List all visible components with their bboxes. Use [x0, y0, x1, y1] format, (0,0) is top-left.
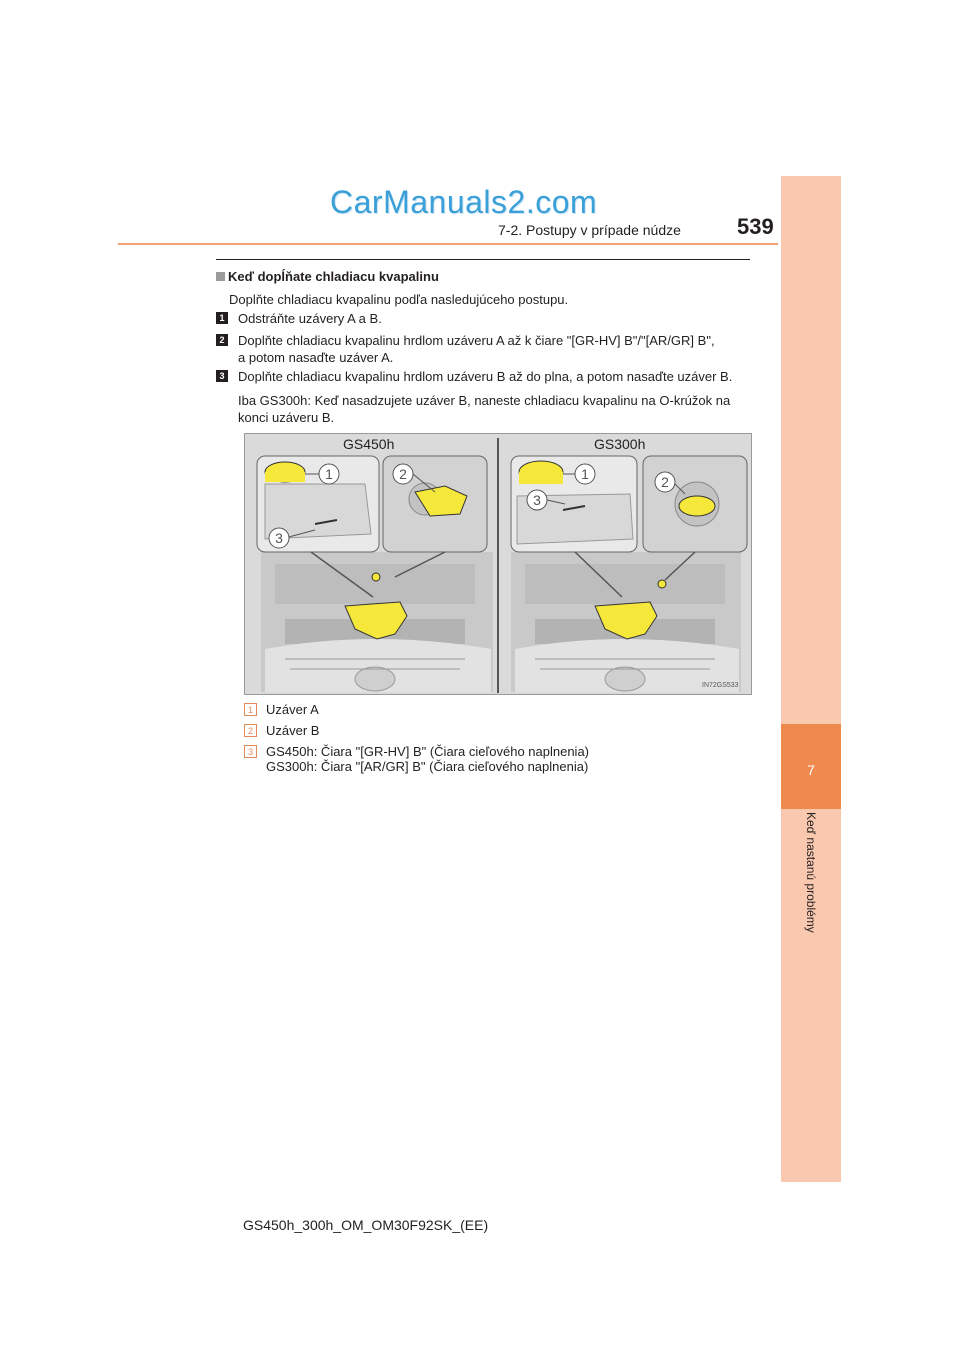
callout-2-right-label: 2 [661, 474, 669, 490]
figure-code: IN72GS533 [702, 682, 739, 689]
legend-line: GS450h: Čiara "[GR-HV] B" (Čiara cieľového naplnenia) [266, 744, 590, 759]
callout-3-right [527, 490, 547, 510]
document-code-footer: GS450h_300h_OM_OM30F92SK_(EE) [243, 1217, 489, 1233]
legend-number: 3 [244, 745, 257, 758]
watermark-link[interactable]: CarManuals2.com [330, 184, 598, 220]
callout-1-right-label: 1 [581, 466, 589, 482]
callout-2-left-label: 2 [399, 466, 407, 482]
intro-text: Doplňte chladiacu kvapalinu podľa nasledujúceho postupu. [229, 292, 569, 307]
callout-1-right [575, 464, 595, 484]
step-text [238, 310, 748, 327]
step-line: Doplňte chladiacu kvapalinu hrdlom uzáveru B až do plna, a potom nasaďte uzáver B. [238, 369, 733, 384]
step-line: Odstráňte uzávery A a B. [238, 311, 382, 326]
legend-item [266, 702, 319, 717]
note-line: Iba GS300h: Keď nasadzujete uzáver B, naneste chladiacu kvapalinu na O-krúžok na [238, 393, 731, 408]
callout-2-right [655, 472, 675, 492]
section-heading-text: Keď dopĺňate chladiacu kvapalinu [228, 269, 439, 284]
callout-3-left [269, 528, 289, 548]
callout-1-left-label: 1 [325, 466, 333, 482]
callout-3-left-label: 3 [275, 530, 283, 546]
legend-item [266, 744, 589, 774]
legend-item [266, 723, 319, 738]
callout-2-left [393, 464, 413, 484]
legend-line: Uzáver B [266, 723, 320, 738]
step-number: 3 [216, 370, 228, 382]
section-title: 7-2. Postupy v prípade núdze [498, 222, 681, 238]
step-line: Doplňte chladiacu kvapalinu hrdlom uzáveru A až k čiare "[GR-HV] B"/"[AR/GR] B", [238, 333, 715, 348]
callout-1-left [319, 464, 339, 484]
step-number: 2 [216, 334, 228, 346]
note-line: konci uzáveru B. [238, 410, 335, 425]
step-number: 1 [216, 312, 228, 324]
step-text [238, 332, 748, 366]
figure-label-gs300h: GS300h [594, 436, 646, 452]
legend-number: 1 [244, 703, 257, 716]
step-line: a potom nasaďte uzáver A. [238, 350, 394, 365]
note-text [238, 392, 748, 426]
section-heading [216, 269, 439, 284]
legend-line: GS300h: Čiara "[AR/GR] B" (Čiara cieľového naplnenia) [266, 759, 589, 774]
callout-3-right-label: 3 [533, 492, 541, 508]
figure-label-gs450h: GS450h [343, 436, 395, 452]
chapter-side-tab [781, 176, 841, 1182]
step-text [238, 368, 748, 385]
page-number: 539 [737, 214, 774, 239]
chapter-title-vertical: Keď nastanú problémy [804, 812, 818, 933]
legend-number: 2 [244, 724, 257, 737]
chapter-number: 7 [807, 762, 815, 778]
legend-line: Uzáver A [266, 702, 319, 717]
figure-divider [497, 438, 499, 693]
square-bullet-icon [216, 272, 225, 281]
header-rule [118, 243, 778, 245]
content-rule [216, 259, 750, 260]
